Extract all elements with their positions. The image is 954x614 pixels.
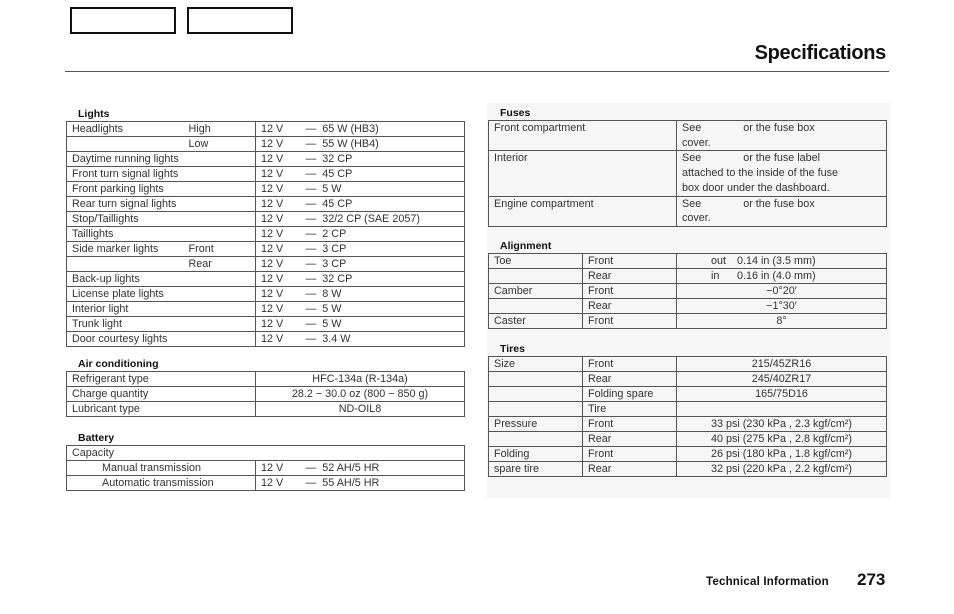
table-row <box>489 196 887 226</box>
light-name: License plate lights <box>67 287 184 302</box>
table-row <box>489 284 887 299</box>
alignment-name: Camber <box>489 284 583 299</box>
light-volt: 12 V <box>256 182 301 197</box>
light-spec: — 45 CP <box>301 197 465 212</box>
light-sub: Rear <box>184 257 256 272</box>
table-row <box>67 317 465 332</box>
ac-name: Refrigerant type <box>67 372 256 387</box>
light-name <box>67 257 184 272</box>
table-row <box>67 152 465 167</box>
alignment-value: −1°30′ <box>677 299 887 314</box>
battery-title: Battery <box>78 432 115 444</box>
light-volt: 12 V <box>256 272 301 287</box>
light-sub: Low <box>184 137 256 152</box>
fuses-table <box>488 120 887 227</box>
light-sub <box>184 152 256 167</box>
light-spec: — 2 CP <box>301 227 465 242</box>
light-sub <box>184 287 256 302</box>
light-spec: — 32 CP <box>301 152 465 167</box>
table-row <box>67 257 465 272</box>
ac-name: Charge quantity <box>67 387 256 402</box>
tire-pos: Tire <box>583 402 677 417</box>
alignment-value: −0°20′ <box>677 284 887 299</box>
tire-value <box>677 402 887 417</box>
light-volt: 12 V <box>256 287 301 302</box>
light-volt: 12 V <box>256 122 301 137</box>
light-spec: — 5 W <box>301 317 465 332</box>
light-spec: — 3.4 W <box>301 332 465 347</box>
tire-name <box>489 387 583 402</box>
alignment-pos: Front <box>583 314 677 329</box>
alignment-name: Caster <box>489 314 583 329</box>
table-row <box>67 332 465 347</box>
alignment-title: Alignment <box>500 240 552 252</box>
light-name <box>67 137 184 152</box>
light-volt: 12 V <box>256 152 301 167</box>
ac-value: ND-OIL8 <box>256 402 465 417</box>
table-row <box>67 272 465 287</box>
fuse-info: See or the fuse box cover. <box>677 196 887 226</box>
tire-value: 32 psi (220 kPa , 2.2 kgf/cm²) <box>677 462 887 477</box>
tire-pos: Folding spare <box>583 387 677 402</box>
table-row <box>67 227 465 242</box>
table-row <box>67 461 465 476</box>
lights-title: Lights <box>78 108 110 120</box>
fuse-info: See or the fuse label attached to the inside of the fuse box door under the dashboard. <box>677 151 887 196</box>
tire-value: 245/40ZR17 <box>677 372 887 387</box>
light-name: Daytime running lights <box>67 152 184 167</box>
table-row <box>489 387 887 402</box>
light-name: Rear turn signal lights <box>67 197 184 212</box>
table-row <box>489 402 887 417</box>
light-sub <box>184 167 256 182</box>
light-name: Interior light <box>67 302 184 317</box>
light-volt: 12 V <box>256 332 301 347</box>
battery-table <box>66 445 465 491</box>
light-sub: Front <box>184 242 256 257</box>
tire-name <box>489 372 583 387</box>
light-name: Back-up lights <box>67 272 184 287</box>
alignment-name: Toe <box>489 254 583 269</box>
light-name: Taillights <box>67 227 184 242</box>
light-spec: — 5 W <box>301 302 465 317</box>
nav-button-1[interactable] <box>70 7 176 34</box>
light-volt: 12 V <box>256 257 301 272</box>
table-row <box>67 137 465 152</box>
tire-value: 26 psi (180 kPa , 1.8 kgf/cm²) <box>677 447 887 462</box>
table-row <box>67 446 465 461</box>
alignment-table <box>488 253 887 329</box>
table-row <box>67 182 465 197</box>
table-row <box>67 387 465 402</box>
table-row <box>489 357 887 372</box>
light-volt: 12 V <box>256 197 301 212</box>
tire-pos: Rear <box>583 462 677 477</box>
alignment-pos: Front <box>583 284 677 299</box>
tire-value: 33 psi (230 kPa , 2.3 kgf/cm²) <box>677 417 887 432</box>
light-name: Front turn signal lights <box>67 167 184 182</box>
light-sub <box>184 212 256 227</box>
light-spec: — 32 CP <box>301 272 465 287</box>
tire-value: 215/45ZR16 <box>677 357 887 372</box>
tire-pos: Rear <box>583 372 677 387</box>
air-conditioning-table <box>66 371 465 417</box>
table-row <box>67 402 465 417</box>
fuse-location: Interior <box>489 151 677 196</box>
table-row <box>67 476 465 491</box>
table-row <box>489 417 887 432</box>
tire-name <box>489 402 583 417</box>
battery-name: Manual transmission <box>67 461 256 476</box>
table-row <box>489 314 887 329</box>
ac-value: 28.2 − 30.0 oz (800 − 850 g) <box>256 387 465 402</box>
air-conditioning-title: Air conditioning <box>78 358 159 370</box>
light-volt: 12 V <box>256 137 301 152</box>
alignment-pos: Front <box>583 254 677 269</box>
table-row <box>489 299 887 314</box>
tire-name: Size <box>489 357 583 372</box>
light-volt: 12 V <box>256 227 301 242</box>
table-row <box>489 447 887 462</box>
tire-pos: Front <box>583 447 677 462</box>
title-divider <box>65 71 889 72</box>
table-row <box>489 121 887 151</box>
table-row <box>489 462 887 477</box>
lights-table <box>66 121 465 347</box>
fuse-location: Front compartment <box>489 121 677 151</box>
table-row <box>489 254 887 269</box>
table-row <box>67 167 465 182</box>
battery-spec: — 55 AH/5 HR <box>301 476 465 491</box>
light-sub: High <box>184 122 256 137</box>
light-spec: — 45 CP <box>301 167 465 182</box>
light-sub <box>184 317 256 332</box>
tire-pos: Front <box>583 357 677 372</box>
tire-pos: Rear <box>583 432 677 447</box>
tire-value: 165/75D16 <box>677 387 887 402</box>
battery-volt: 12 V <box>256 461 301 476</box>
light-sub <box>184 302 256 317</box>
battery-capacity-label: Capacity <box>67 446 465 461</box>
light-volt: 12 V <box>256 167 301 182</box>
light-name: Stop/Taillights <box>67 212 184 227</box>
light-spec: — 3 CP <box>301 257 465 272</box>
table-row <box>489 432 887 447</box>
light-spec: — 32/2 CP (SAE 2057) <box>301 212 465 227</box>
light-volt: 12 V <box>256 302 301 317</box>
light-volt: 12 V <box>256 212 301 227</box>
alignment-value: in 0.16 in (4.0 mm) <box>677 269 887 284</box>
table-row <box>489 151 887 196</box>
light-name: Trunk light <box>67 317 184 332</box>
table-row <box>67 242 465 257</box>
light-sub <box>184 272 256 287</box>
light-name: Headlights <box>67 122 184 137</box>
battery-volt: 12 V <box>256 476 301 491</box>
table-row <box>489 372 887 387</box>
tire-name: spare tire <box>489 462 583 477</box>
table-row <box>67 197 465 212</box>
table-row <box>67 212 465 227</box>
tire-name: Folding <box>489 447 583 462</box>
tire-pos: Front <box>583 417 677 432</box>
tire-name <box>489 432 583 447</box>
nav-button-2[interactable] <box>187 7 293 34</box>
fuse-info: See or the fuse box cover. <box>677 121 887 151</box>
light-spec: — 8 W <box>301 287 465 302</box>
table-row <box>67 287 465 302</box>
light-volt: 12 V <box>256 242 301 257</box>
battery-spec: — 52 AH/5 HR <box>301 461 465 476</box>
page-title: Specifications <box>754 42 886 64</box>
ac-value: HFC-134a (R-134a) <box>256 372 465 387</box>
light-spec: — 3 CP <box>301 242 465 257</box>
light-name: Side marker lights <box>67 242 184 257</box>
light-sub <box>184 227 256 242</box>
ac-name: Lubricant type <box>67 402 256 417</box>
light-spec: — 5 W <box>301 182 465 197</box>
light-sub <box>184 332 256 347</box>
fuses-title: Fuses <box>500 107 531 119</box>
alignment-name <box>489 269 583 284</box>
page-number: 273 <box>857 570 886 589</box>
table-row <box>489 269 887 284</box>
fuse-location: Engine compartment <box>489 196 677 226</box>
alignment-pos: Rear <box>583 269 677 284</box>
tire-value: 40 psi (275 kPa , 2.8 kgf/cm²) <box>677 432 887 447</box>
alignment-pos: Rear <box>583 299 677 314</box>
table-row <box>67 122 465 137</box>
light-spec: — 65 W (HB3) <box>301 122 465 137</box>
tires-title: Tires <box>500 343 525 355</box>
light-sub <box>184 182 256 197</box>
light-name: Front parking lights <box>67 182 184 197</box>
light-name: Door courtesy lights <box>67 332 184 347</box>
footer-section-label: Technical Information <box>706 576 829 588</box>
tires-table <box>488 356 887 477</box>
light-sub <box>184 197 256 212</box>
alignment-value: 8° <box>677 314 887 329</box>
light-spec: — 55 W (HB4) <box>301 137 465 152</box>
alignment-name <box>489 299 583 314</box>
alignment-value: out 0.14 in (3.5 mm) <box>677 254 887 269</box>
light-volt: 12 V <box>256 317 301 332</box>
table-row <box>67 302 465 317</box>
table-row <box>67 372 465 387</box>
battery-name: Automatic transmission <box>67 476 256 491</box>
tire-name: Pressure <box>489 417 583 432</box>
